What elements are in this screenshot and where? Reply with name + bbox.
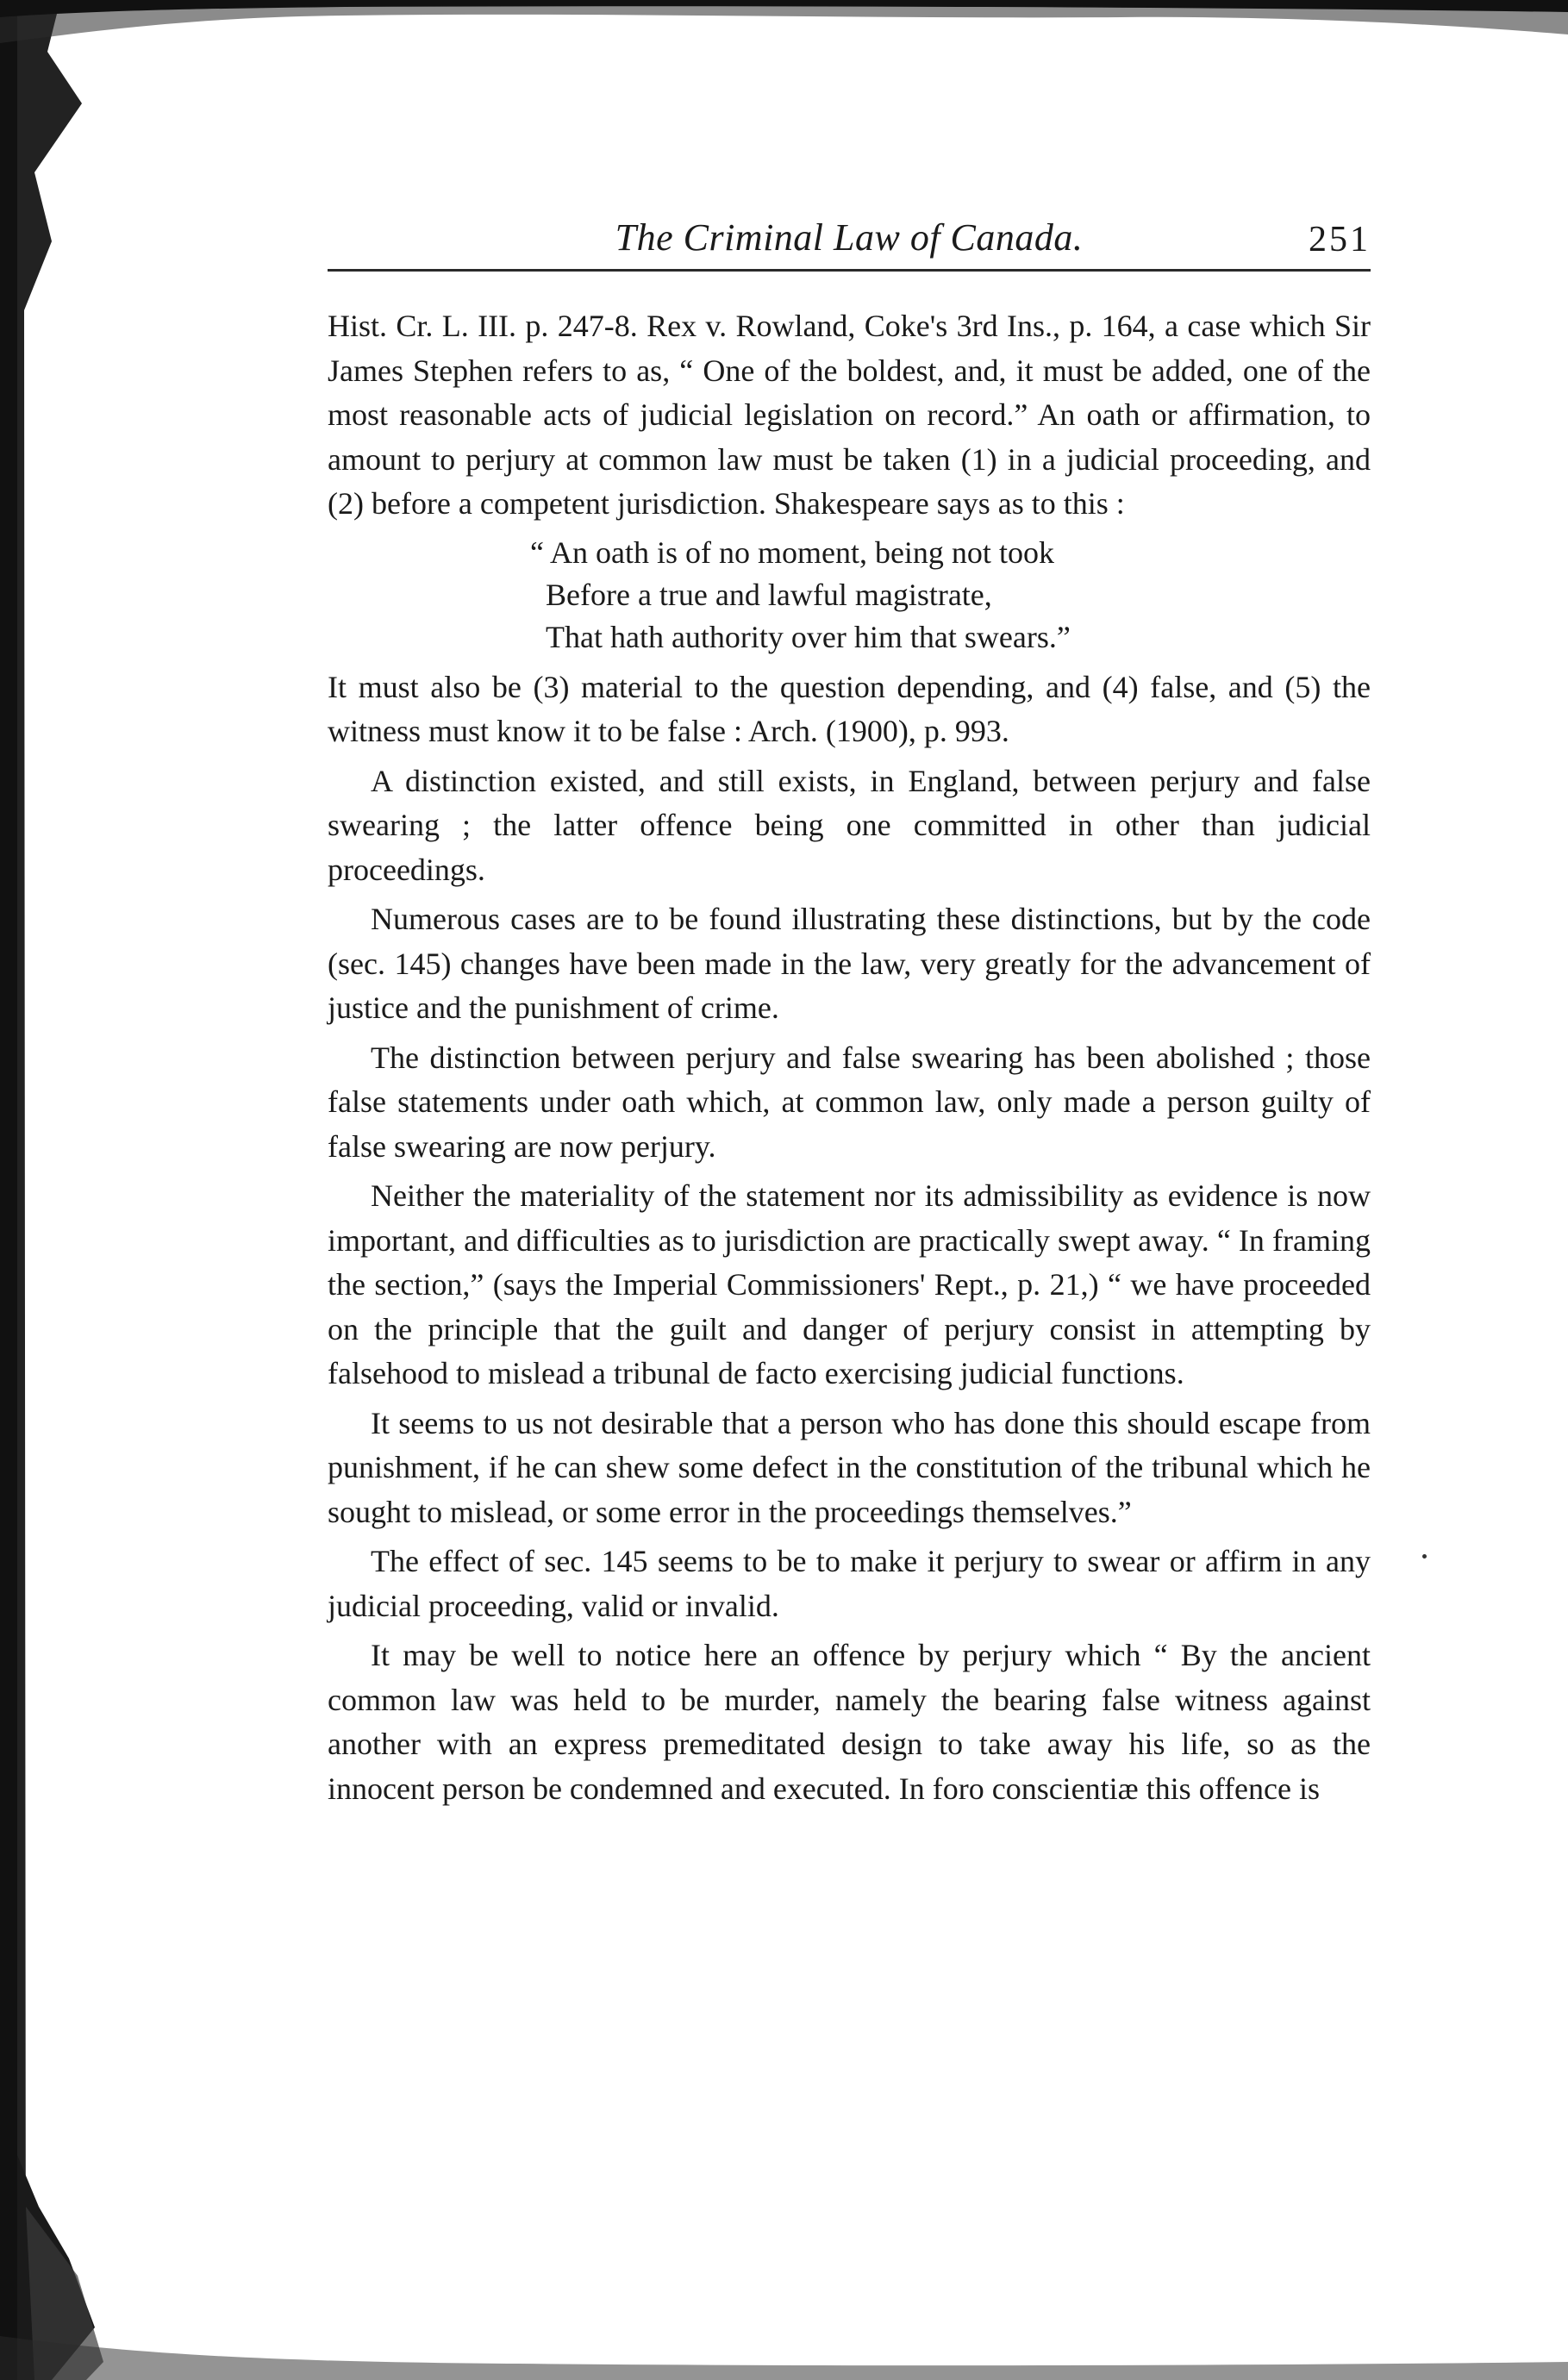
paragraph-9: It may be well to notice here an offence by perjury which “ By the ancient common law was held to be murder, namely the bearing false witness against another with an express premeditated design to take away his life, so as the innocent person be condemned and executed. In foro conscientiæ this offence is	[328, 1638, 1371, 1806]
paragraph-3: A distinction existed, and still exists, in England, between perjury and false swearing ; the latter offence being one committed in other than judicial proceedings.	[328, 763, 1371, 887]
paragraph-4: Numerous cases are to be found illustrating these distinctions, but by the code (sec. 145) changes have been made in the law, very greatly for the advancement of justice and the punishment of crime.	[328, 902, 1371, 1025]
body-text	[328, 304, 1371, 1811]
paragraph-1: Hist. Cr. L. III. p. 247-8. Rex v. Rowland, Coke's 3rd Ins., p. 164, a case which Sir James Stephen refers to as, “ One of the boldest, and, it must be added, one of the most reasonable acts of judicial legislation on record.” An oath or affirmation, to amount to perjury at common law must be taken (1) in a judicial proceeding, and (2) before a competent jurisdiction. Shakespeare says as to this :	[328, 309, 1371, 521]
running-head	[328, 216, 1371, 272]
scan-edge-top	[0, 0, 1568, 60]
paragraph-2: It must also be (3) material to the question depending, and (4) false, and (5) the witness must know it to be false : Arch. (1900), p. 993.	[328, 669, 1371, 748]
page-number: 251	[1309, 220, 1371, 259]
paragraph-6: Neither the materiality of the statement nor its admissibility as evidence is now important, and difficulties as to jurisdiction are practically swept away. “ In framing the section,” (says the Imperial Commissioners' Rept., p. 21,) “ we have proceeded on the principle that the guilt and danger of perjury consist in attempting by falsehood to mislead a tribunal de facto exercising judicial functions.	[328, 1178, 1371, 1390]
paragraph-5: The distinction between perjury and false swearing has been abolished ; those false statements under oath which, at common law, only made a person guilty of false swearing are now perjury.	[328, 1040, 1371, 1164]
paragraph-7: It seems to us not desirable that a person who has done this should escape from punishment, if he can shew some defect in the constitution of the tribunal which he sought to mislead, or some error in the proceedings themselves.”	[328, 1405, 1371, 1529]
quote-line-2: Before a true and lawful magistrate,	[546, 577, 992, 612]
book-page	[328, 216, 1371, 1816]
quote-line-3: That hath authority over him that swears.”	[546, 619, 1071, 654]
running-title: The Criminal Law of Canada.	[615, 216, 1084, 259]
shakespeare-quote	[530, 532, 1371, 659]
scan-edge-left	[0, 0, 103, 2380]
quote-line-1: “ An oath is of no moment, being not took	[530, 534, 1054, 570]
scan-edge-bottom	[0, 2310, 1568, 2380]
paragraph-8: The effect of sec. 145 seems to be to make it perjury to swear or affirm in any judicial proceeding, valid or invalid.	[328, 1544, 1371, 1623]
stray-ink-mark	[1422, 1554, 1427, 1559]
